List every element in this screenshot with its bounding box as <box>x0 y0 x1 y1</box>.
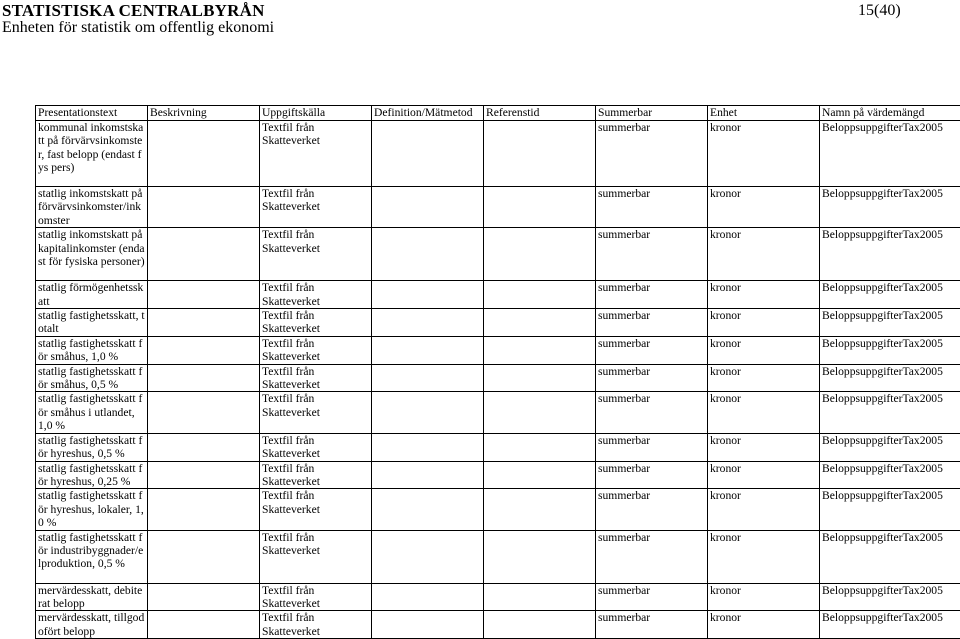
source-cell: Textfil från Skatteverket <box>260 611 372 639</box>
reference-time-cell <box>484 392 596 433</box>
presentation-text-cell: mervärdesskatt, debiterat belopp <box>36 583 148 611</box>
presentation-text-cell: statlig fastighetsskatt för hyreshus, lokaler, 1,0 % <box>36 489 148 530</box>
value-domain-cell: BeloppsuppgifterTax2005 <box>820 364 960 392</box>
summable-cell: summerbar <box>596 461 708 489</box>
table-row <box>36 489 960 530</box>
summable-cell: summerbar <box>596 281 708 309</box>
value-domain-cell: BeloppsuppgifterTax2005 <box>820 281 960 309</box>
definition-cell <box>372 309 484 337</box>
table-header-row <box>36 106 960 121</box>
value-domain-cell: BeloppsuppgifterTax2005 <box>820 461 960 489</box>
value-domain-cell: BeloppsuppgifterTax2005 <box>820 121 960 187</box>
table-row <box>36 364 960 392</box>
value-domain-cell: BeloppsuppgifterTax2005 <box>820 489 960 530</box>
definition-cell <box>372 433 484 461</box>
table-row <box>36 336 960 364</box>
table-row <box>36 583 960 611</box>
reference-time-cell <box>484 309 596 337</box>
column-header: Definition/Mätmetod <box>372 106 484 121</box>
reference-time-cell <box>484 461 596 489</box>
unit-cell: kronor <box>708 461 820 489</box>
unit-cell: kronor <box>708 530 820 583</box>
page-number: 15(40) <box>858 2 901 20</box>
presentation-text-cell: kommunal inkomstskatt på förvärvsinkomster, fast belopp (endast fys pers) <box>36 121 148 187</box>
reference-time-cell <box>484 228 596 281</box>
unit-cell: kronor <box>708 489 820 530</box>
definition-cell <box>372 611 484 639</box>
presentation-text-cell: statlig fastighetsskatt för småhus i utlandet, 1,0 % <box>36 392 148 433</box>
definition-cell <box>372 461 484 489</box>
presentation-text-cell: statlig förmögenhetsskatt <box>36 281 148 309</box>
summable-cell: summerbar <box>596 187 708 228</box>
table-row <box>36 187 960 228</box>
presentation-text-cell: statlig inkomstskatt på kapitalinkomster (endast för fysiska personer) <box>36 228 148 281</box>
description-cell <box>148 121 260 187</box>
organization-name: STATISTISKA CENTRALBYRÅN <box>2 1 265 21</box>
value-domain-cell: BeloppsuppgifterTax2005 <box>820 530 960 583</box>
value-domain-cell: BeloppsuppgifterTax2005 <box>820 433 960 461</box>
source-cell: Textfil från Skatteverket <box>260 461 372 489</box>
source-cell: Textfil från Skatteverket <box>260 281 372 309</box>
description-cell <box>148 228 260 281</box>
summable-cell: summerbar <box>596 309 708 337</box>
source-cell: Textfil från Skatteverket <box>260 433 372 461</box>
description-cell <box>148 336 260 364</box>
summable-cell: summerbar <box>596 530 708 583</box>
summable-cell: summerbar <box>596 583 708 611</box>
column-header: Referenstid <box>484 106 596 121</box>
column-header: Beskrivning <box>148 106 260 121</box>
table-row <box>36 121 960 187</box>
description-cell <box>148 392 260 433</box>
unit-cell: kronor <box>708 583 820 611</box>
unit-cell: kronor <box>708 364 820 392</box>
presentation-text-cell: statlig fastighetsskatt, totalt <box>36 309 148 337</box>
reference-time-cell <box>484 187 596 228</box>
description-cell <box>148 433 260 461</box>
unit-cell: kronor <box>708 281 820 309</box>
source-cell: Textfil från Skatteverket <box>260 392 372 433</box>
unit-cell: kronor <box>708 187 820 228</box>
summable-cell: summerbar <box>596 611 708 639</box>
summable-cell: summerbar <box>596 433 708 461</box>
definition-cell <box>372 121 484 187</box>
presentation-text-cell: statlig inkomstskatt på förvärvsinkomster/inkomster <box>36 187 148 228</box>
source-cell: Textfil från Skatteverket <box>260 336 372 364</box>
source-cell: Textfil från Skatteverket <box>260 309 372 337</box>
source-cell: Textfil från Skatteverket <box>260 364 372 392</box>
value-domain-cell: BeloppsuppgifterTax2005 <box>820 336 960 364</box>
description-cell <box>148 364 260 392</box>
unit-cell: kronor <box>708 228 820 281</box>
definition-cell <box>372 228 484 281</box>
definition-cell <box>372 187 484 228</box>
summable-cell: summerbar <box>596 121 708 187</box>
summable-cell: summerbar <box>596 364 708 392</box>
description-cell <box>148 530 260 583</box>
unit-name: Enheten för statistik om offentlig ekonomi <box>2 19 274 37</box>
source-cell: Textfil från Skatteverket <box>260 530 372 583</box>
unit-cell: kronor <box>708 121 820 187</box>
source-cell: Textfil från Skatteverket <box>260 489 372 530</box>
definition-cell <box>372 336 484 364</box>
value-domain-cell: BeloppsuppgifterTax2005 <box>820 392 960 433</box>
table-row <box>36 228 960 281</box>
table-row <box>36 392 960 433</box>
reference-time-cell <box>484 611 596 639</box>
reference-time-cell <box>484 433 596 461</box>
column-header: Namn på värdemängd <box>820 106 960 121</box>
source-cell: Textfil från Skatteverket <box>260 583 372 611</box>
summable-cell: summerbar <box>596 489 708 530</box>
definition-cell <box>372 583 484 611</box>
unit-cell: kronor <box>708 392 820 433</box>
value-domain-cell: BeloppsuppgifterTax2005 <box>820 309 960 337</box>
table-body <box>36 121 960 639</box>
table-row <box>36 461 960 489</box>
column-header: Presentationstext <box>36 106 148 121</box>
summable-cell: summerbar <box>596 392 708 433</box>
table-row <box>36 281 960 309</box>
value-domain-cell: BeloppsuppgifterTax2005 <box>820 187 960 228</box>
variable-table <box>35 105 960 639</box>
column-header: Uppgiftskälla <box>260 106 372 121</box>
table-row <box>36 530 960 583</box>
presentation-text-cell: statlig fastighetsskatt för småhus, 0,5 % <box>36 364 148 392</box>
description-cell <box>148 187 260 228</box>
column-header: Summerbar <box>596 106 708 121</box>
description-cell <box>148 461 260 489</box>
reference-time-cell <box>484 530 596 583</box>
reference-time-cell <box>484 121 596 187</box>
presentation-text-cell: statlig fastighetsskatt för småhus, 1,0 % <box>36 336 148 364</box>
reference-time-cell <box>484 364 596 392</box>
column-header: Enhet <box>708 106 820 121</box>
source-cell: Textfil från Skatteverket <box>260 121 372 187</box>
definition-cell <box>372 364 484 392</box>
definition-cell <box>372 392 484 433</box>
presentation-text-cell: statlig fastighetsskatt för hyreshus, 0,5 % <box>36 433 148 461</box>
definition-cell <box>372 281 484 309</box>
presentation-text-cell: statlig fastighetsskatt för industribyggnader/elproduktion, 0,5 % <box>36 530 148 583</box>
description-cell <box>148 309 260 337</box>
reference-time-cell <box>484 336 596 364</box>
presentation-text-cell: statlig fastighetsskatt för hyreshus, 0,25 % <box>36 461 148 489</box>
reference-time-cell <box>484 583 596 611</box>
value-domain-cell: BeloppsuppgifterTax2005 <box>820 611 960 639</box>
unit-cell: kronor <box>708 433 820 461</box>
table-row <box>36 309 960 337</box>
unit-cell: kronor <box>708 611 820 639</box>
source-cell: Textfil från Skatteverket <box>260 187 372 228</box>
reference-time-cell <box>484 281 596 309</box>
source-cell: Textfil från Skatteverket <box>260 228 372 281</box>
unit-cell: kronor <box>708 309 820 337</box>
table-row <box>36 433 960 461</box>
summable-cell: summerbar <box>596 228 708 281</box>
unit-cell: kronor <box>708 336 820 364</box>
definition-cell <box>372 489 484 530</box>
value-domain-cell: BeloppsuppgifterTax2005 <box>820 228 960 281</box>
reference-time-cell <box>484 489 596 530</box>
summable-cell: summerbar <box>596 336 708 364</box>
description-cell <box>148 583 260 611</box>
description-cell <box>148 281 260 309</box>
table-row <box>36 611 960 639</box>
value-domain-cell: BeloppsuppgifterTax2005 <box>820 583 960 611</box>
presentation-text-cell: mervärdesskatt, tillgodofört belopp <box>36 611 148 639</box>
description-cell <box>148 611 260 639</box>
description-cell <box>148 489 260 530</box>
definition-cell <box>372 530 484 583</box>
